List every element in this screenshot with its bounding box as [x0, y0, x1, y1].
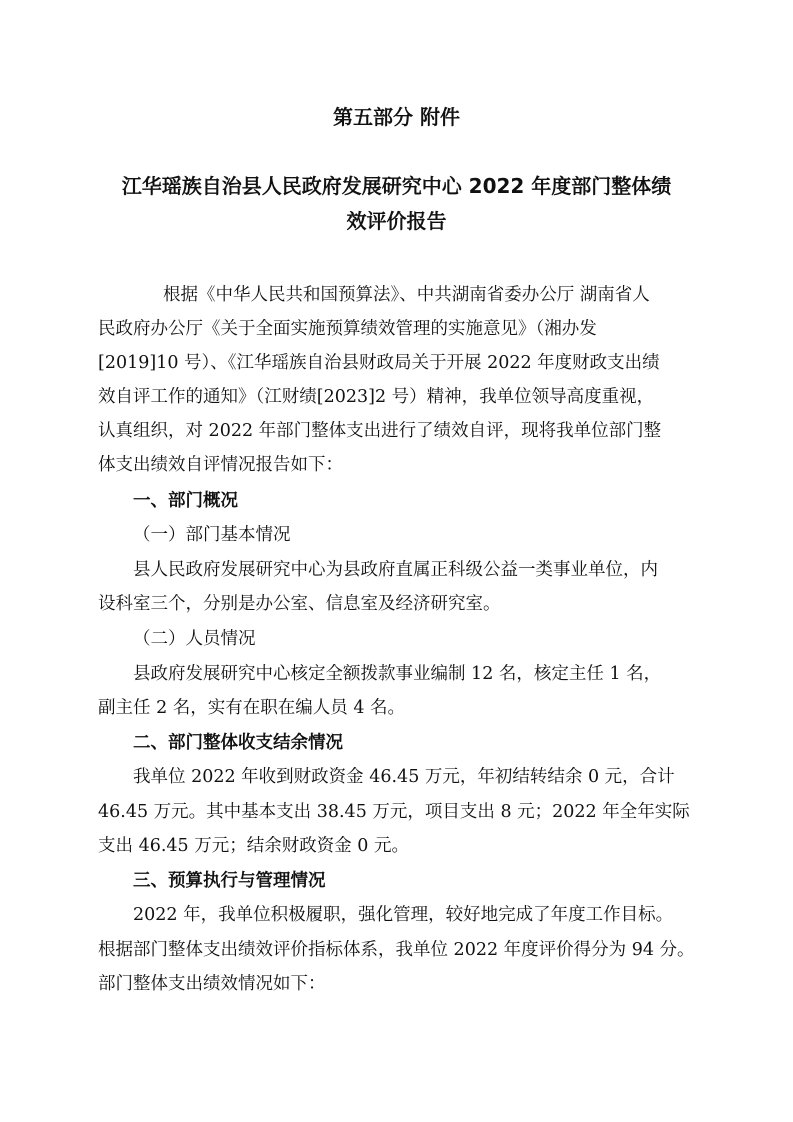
section-heading-2: 二、部门整体收支结余情况 — [133, 733, 343, 753]
budget-line-3: 部门整体支出绩效情况如下： — [98, 974, 326, 994]
intro-line-5: 认真组织，对 2022 年部门整体支出进行了绩效自评，现将我单位部门整 — [98, 421, 662, 441]
intro-line-2: 民政府办公厅《关于全面实施预算绩效管理的实施意见》（湘办发 — [98, 319, 597, 339]
budget-line-2: 根据部门整体支出绩效评价指标体系，我单位 2022 年度评价得分为 94 分。 — [98, 940, 695, 960]
intro-line-3: [2019]10 号）、《江华瑶族自治县财政局关于开展 2022 年度财政支出绩 — [98, 353, 660, 373]
finance-line-3: 支出 46.45 万元；结余财政资金 0 元。 — [98, 836, 409, 856]
intro-line-6: 体支出绩效自评情况报告如下： — [98, 455, 343, 475]
staff-line-1: 县政府发展研究中心核定全额拨款事业编制 12 名，核定主任 1 名， — [133, 664, 662, 684]
finance-line-2: 46.45 万元。其中基本支出 38.45 万元，项目支出 8 元；2022 年全年实际 — [98, 802, 690, 822]
budget-line-1: 2022 年，我单位积极履职，强化管理，较好地完成了年度工作目标。 — [133, 905, 674, 925]
basic-info-line-2: 设科室三个，分别是办公室、信息室及经济研究室。 — [98, 594, 501, 614]
staff-line-2: 副主任 2 名，实有在职在编人员 4 名。 — [98, 698, 406, 718]
report-title-line-2: 效评价报告 — [346, 209, 447, 233]
subsection-heading-basic: （一）部门基本情况 — [133, 525, 291, 545]
section-heading-1: 一、部门概况 — [133, 491, 238, 511]
part-title: 第五部分 附件 — [333, 105, 460, 129]
report-title-line-1: 江华瑶族自治县人民政府发展研究中心 2022 年度部门整体绩 — [121, 174, 672, 198]
subsection-heading-staff: （二）人员情况 — [133, 629, 256, 649]
section-heading-3: 三、预算执行与管理情况 — [133, 871, 326, 891]
basic-info-line-1: 县人民政府发展研究中心为县政府直属正科级公益一类事业单位，内 — [133, 560, 658, 580]
intro-line-4: 效自评工作的通知》（江财绩[2023]2 号）精神，我单位领导高度重视， — [98, 387, 655, 407]
intro-line-1: 根据《中华人民共和国预算法》、中共湖南省委办公厅 湖南省人 — [163, 285, 650, 305]
finance-line-1: 我单位 2022 年收到财政资金 46.45 万元，年初结转结余 0 元，合计 — [133, 767, 675, 787]
